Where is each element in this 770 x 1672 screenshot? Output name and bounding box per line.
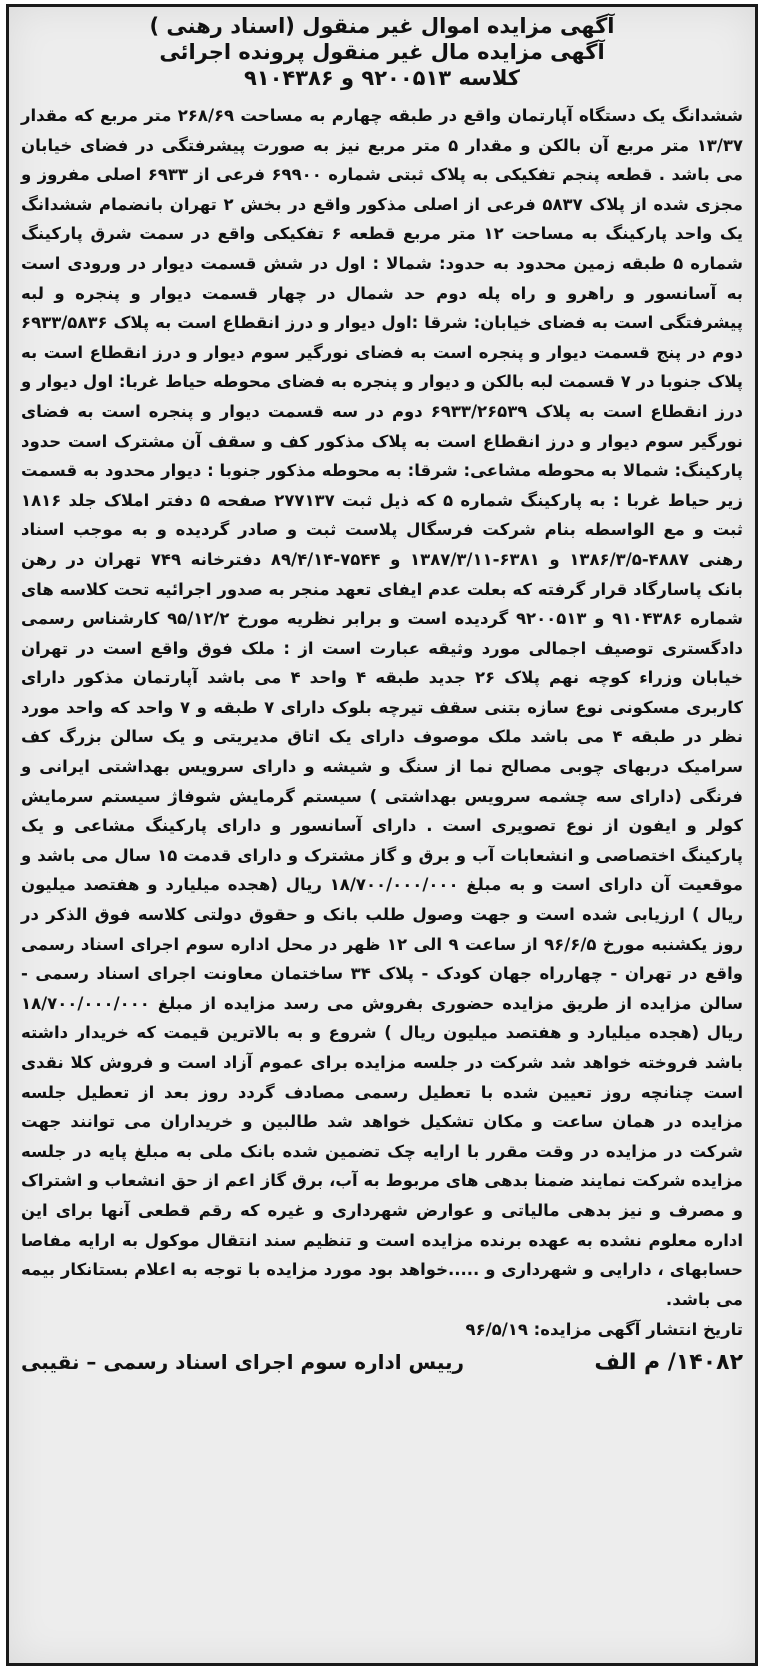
case-number: کلاسه ۹۲۰۰۵۱۳ و ۹۱۰۴۳۸۶ bbox=[243, 66, 520, 90]
notice-body: ششدانگ یک دستگاه آپارتمان واقع در طبقه چهارم به مساحت ۲۶۸/۶۹ متر مربع که مقدار ۱۳/۳۷ متر مربع آن بالکن و مقدار ۵ متر مربع نیز به صورت پیشرفتگی در فضای خیابان می باشد . قطعه پنجم تفکیکی به پلاک ثبتی شماره ۶۹۹۰۰ فرعی از ۶۹۳۳ اصلی مفروز و مجزی شده از پلاک ۵۸۳۷ فرعی از اصلی مذکور واقع در بخش ۲ تهران بانضمام ششدانگ یک واحد پارکینگ به مساحت ۱۲ متر مربع قطعه ۶ تفکیکی واقع در سمت شرق پارکینگ شماره ۵ طبقه زمین محدود به حدود: شمالا : اول در شش قسمت دیوار در ورودی است به آسانسور و راهرو و راه پله دوم حد شمال در چهار قسمت دیوار و پنجره و لبه پیشرفتگی است به فضای خیابان: شرقا :اول دیوار و درز انقطاع است به پلاک ۶۹۳۳/۵۸۳۶ دوم در پنج قسمت دیوار و پنجره است به فضای نورگیر سوم دیوار و درز انقطاع است به پلاک جنوبا در ۷ قسمت لبه بالکن و دیوار و پنجره به فضای محوطه حیاط غربا: اول دیوار و درز انقطاع است به پلاک ۶۹۳۳/۲۶۵۳۹ دوم در سه قسمت دیوار و پنجره است به فضای نورگیر سوم دیوار و درز انقطاع است به پلاک مذکور کف و سقف آن مشترک است حدود پارکینگ: شمالا به محوطه مشاعی: شرقا: به محوطه مذکور جنوبا : دیوار محدود به قسمت زیر حیاط غربا : به پارکینگ شماره ۵ که ذیل ثبت ۲۷۷۱۳۷ صفحه ۵ دفتر املاک جلد ۱۸۱۶ ثبت و مع الواسطه بنام شرکت فرسگال پلاست ثبت و صادر گردیده و به موجب اسناد رهنی ۴۸۸۷-۱۳۸۶/۳/۵ و ۶۳۸۱-۱۳۸۷/۳/۱۱ و ۷۵۴۴-۸۹/۴/۱۴ دفترخانه ۷۴۹ تهران در رهن بانک پاسارگاد قرار گرفته که بعلت عدم ایفای تعهد منجر به صدور اجرائیه تحت کلاسه های شماره ۹۱۰۴۳۸۶ و ۹۲۰۰۵۱۳ گردیده است و برابر نظریه مورخ ۹۵/۱۲/۲ کارشناس رسمی دادگستری توصیف اجمالی مورد وثیقه عبارت است از : ملک فوق واقع است در تهران خیابان وزراء کوچه نهم پلاک ۲۶ جدید طبقه ۴ واحد ۴ می باشد آپارتمان مذکور دارای کاربری مسکونی نوع سازه بتنی سقف تیرچه بلوک دارای ۷ طبقه و ۷ واحد که واحد مورد نظر در طبقه ۴ می باشد ملک موصوف دارای یک اتاق مدیریتی و یک سالن بزرگ کف سرامیک دربهای چوبی مصالح نما از سنگ و شیشه و دارای سرویس بهداشتی ایرانی و فرنگی (دارای سه چشمه سرویس بهداشتی ) سیستم گرمایش شوفاژ سیستم سرمایش کولر و ایفون از نوع تصویری است . دارای آسانسور و دارای پارکینگ مشاعی و یک پارکینگ اختصاصی و انشعابات آب و برق و گاز مشترک و دارای قدمت ۱۵ سال می باشد و موقعیت آن دارای است و به مبلغ ۱۸/۷۰۰/۰۰۰/۰۰۰ ریال (هجده میلیارد و هفتصد میلیون ریال ) ارزیابی شده است و جهت وصول طلب بانک و حقوق دولتی کلاسه فوق الذکر در روز یکشنبه مورخ ۹۶/۶/۵ از ساعت ۹ الی ۱۲ ظهر در محل اداره سوم اجرای اسناد رسمی واقع در تهران - چهارراه جهان کودک - پلاک ۳۴ ساختمان معاونت اجرای اسناد رسمی - سالن مزایده از طریق مزایده حضوری بفروش می رسد مزایده از مبلغ ۱۸/۷۰۰/۰۰۰/۰۰۰ ریال (هجده میلیارد و هفتصد میلیون ریال ) شروع و به بالاترین قیمت که خریدار داشته باشد فروخته خواهد شد شرکت در جلسه مزایده برای عموم آزاد است و فروش کلا نقدی است چنانچه روز تعیین شده با تعطیل رسمی مصادف گردد روز بعد از تعطیل جلسه مزایده در همان ساعت و مکان تشکیل خواهد شد طالبین و خریداران می توانند جهت شرکت در مزایده در وقت مقرر با ارایه چک تضمین شده بانک ملی به مبلغ پایه در جلسه مزایده شرکت نمایند ضمنا بدهی های مربوط به آب، برق گاز اعم از حق انشعاب و اشتراک و مصرف و نیز بدهی مالیاتی و عوارض شهرداری و غیره که رقم قطعی آنها برای این اداره معلوم نشده به عهده برنده مزایده است و تنظیم سند انتقال موکول به ارایه مفاصا حسابهای ، دارایی و شهرداری و .....خواهد بود مورد مزایده با توجه به اعلام بستانکار بیمه می باشد. bbox=[21, 106, 744, 1309]
publication-date: تاریخ انتشار آگهی مزایده: ۹۶/۵/۱۹ bbox=[465, 1320, 743, 1340]
notice-title: آگهی مزایده اموال غیر منقول (اسناد رهنی ) bbox=[149, 14, 615, 38]
reference-number: ۱۴۰۸۲/ م الف bbox=[594, 1350, 743, 1376]
notice-footer bbox=[21, 1350, 743, 1375]
auction-notice bbox=[6, 4, 758, 1666]
signatory: رییس اداره سوم اجرای اسناد رسمی – نقیبی bbox=[21, 1350, 465, 1375]
notice-subtitle: آگهی مزایده مال غیر منقول پرونده اجرائی bbox=[159, 40, 605, 64]
